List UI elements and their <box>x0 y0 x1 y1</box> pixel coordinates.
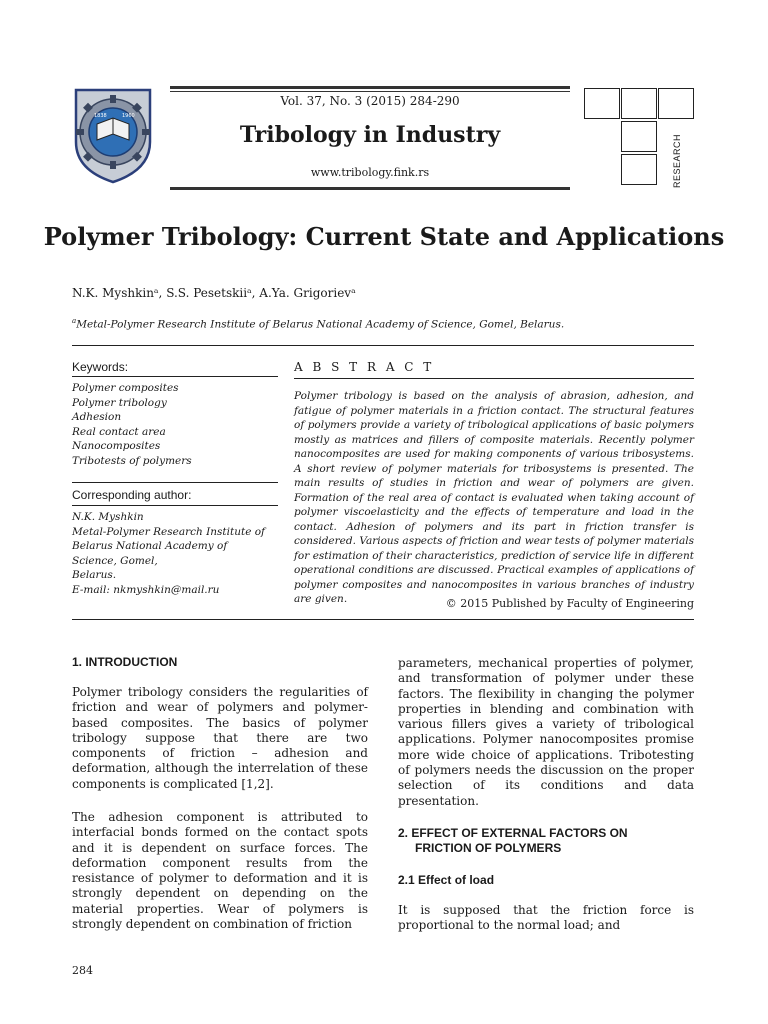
divider <box>72 345 694 346</box>
abstract-rule <box>294 378 694 379</box>
decor-box <box>621 121 657 152</box>
page-number: 284 <box>72 964 93 977</box>
keyword-item: Real contact area <box>72 425 166 438</box>
header-rule-top-thin <box>170 91 570 92</box>
section-tag: RESEARCH <box>672 133 682 188</box>
keyword-item: Tribotests of polymers <box>72 454 192 467</box>
section-heading-line1: 2. EFFECT OF EXTERNAL FACTORS ON <box>398 826 628 840</box>
journal-title: Tribology in Industry <box>239 122 501 148</box>
subsection-heading: 2.1 Effect of load <box>398 873 495 887</box>
corr-line: Metal-Polymer Research Institute of <box>72 525 265 538</box>
paragraph: parameters, mechanical properties of polymer, and transformation of polymer under these factors. The flexibility in changing the polymer properties in blending and combination with various fillers gives a variety of tribological applications. Polymer nanocomposites promise more wide choice of applications. Tribotesting of polymers needs the discussion on the proper selection of its conditions and data presentation. <box>398 656 694 808</box>
author-list: N.K. Myshkinᵃ, S.S. Pesetskiiᵃ, A.Ya. Grigorievᵃ <box>72 286 356 300</box>
corr-line: Science, Gomel, <box>72 554 158 567</box>
section-heading-line2: FRICTION OF POLYMERS <box>415 841 562 856</box>
keyword-item: Polymer tribology <box>72 396 167 409</box>
affiliation-text: Metal-Polymer Research Institute of Belarus National Academy of Science, Gomel, Belarus. <box>76 318 565 331</box>
subsection-2-1-heading <box>398 873 694 888</box>
corr-email[interactable]: E-mail: nkmyshkin@mail.ru <box>72 583 220 596</box>
section-1-heading <box>72 655 368 670</box>
corresponding-author <box>72 510 282 598</box>
decor-box <box>584 88 620 119</box>
corresponding-rule <box>72 505 278 506</box>
logo-year-right: 1960 <box>122 113 135 119</box>
divider <box>72 619 694 620</box>
corresponding-heading: Corresponding author: <box>72 488 192 502</box>
header-rule-top <box>170 86 570 89</box>
paragraph: Polymer tribology considers the regularities of friction and wear of polymers and polymer-based composites. The basics of polymer tribology suppose that there are two components of friction – adhesion and deformation, although the interrelation of these components is complicated [1,2]. <box>72 685 368 791</box>
affiliation <box>72 317 564 331</box>
decor-box <box>621 154 657 185</box>
section-heading: 1. INTRODUCTION <box>72 655 178 669</box>
article-title: Polymer Tribology: Current State and Applications <box>43 222 725 251</box>
journal-logo <box>70 84 156 184</box>
logo-year-left: 1838 <box>94 113 107 119</box>
corr-line: Belarus. <box>72 569 117 582</box>
copyright: © 2015 Published by Faculty of Engineering <box>445 597 694 610</box>
decor-box <box>658 88 694 119</box>
corresponding-rule-top <box>72 482 278 483</box>
paragraph: It is supposed that the friction force is proportional to the normal load; and <box>398 903 694 933</box>
header-rule-bottom <box>170 187 570 190</box>
corr-line: Belarus National Academy of <box>72 540 228 553</box>
abstract-heading: A B S T R A C T <box>294 360 435 374</box>
journal-url[interactable]: www.tribology.fink.rs <box>310 166 430 179</box>
volume-info: Vol. 37, No. 3 (2015) 284-290 <box>280 94 460 108</box>
corr-line: N.K. Myshkin <box>72 511 144 523</box>
abstract-text: Polymer tribology is based on the analysis of abrasion, adhesion, and fatigue of polymer materials in a friction contact. The structural features of polymers provide a variety of tribological applications of basic polymers mostly as matrices and fillers of composite materials. Recently polymer nanocomposites are used for making components of various tribosystems. A short review of polymer materials for tribosystems is presented. The main results of studies in friction and wear of polymers are given. Formation of the real area of contact is evaluated when taking account of polymer viscoelasticity and the effects of temperature and load in the contact. Adhesion of polymers and its part in friction transfer is considered. Various aspects of friction and wear tests of polymer materials for estimation of their characteristics, prediction of service life in different operational conditions are discussed. Practical examples of applications of polymer composites and nanocomposites in various branches of industry are given. <box>294 390 694 605</box>
affiliation-mark: a <box>72 317 77 325</box>
keywords-heading: Keywords: <box>72 360 129 374</box>
keyword-item: Nanocomposites <box>72 440 161 453</box>
keywords-list <box>72 381 192 469</box>
section-2-heading <box>398 826 694 857</box>
keywords-rule <box>72 376 278 377</box>
decor-box <box>621 88 657 119</box>
paragraph: The adhesion component is attributed to interfacial bonds formed on the contact spots and it is dependent on surface forces. The deformation component results from the resistance of polymer to deformation and it is strongly dependent on depending on the material properties. Wear of polymers is strongly dependent on combination of friction <box>72 810 368 932</box>
keyword-item: Polymer composites <box>72 382 179 394</box>
keyword-item: Adhesion <box>72 411 122 424</box>
